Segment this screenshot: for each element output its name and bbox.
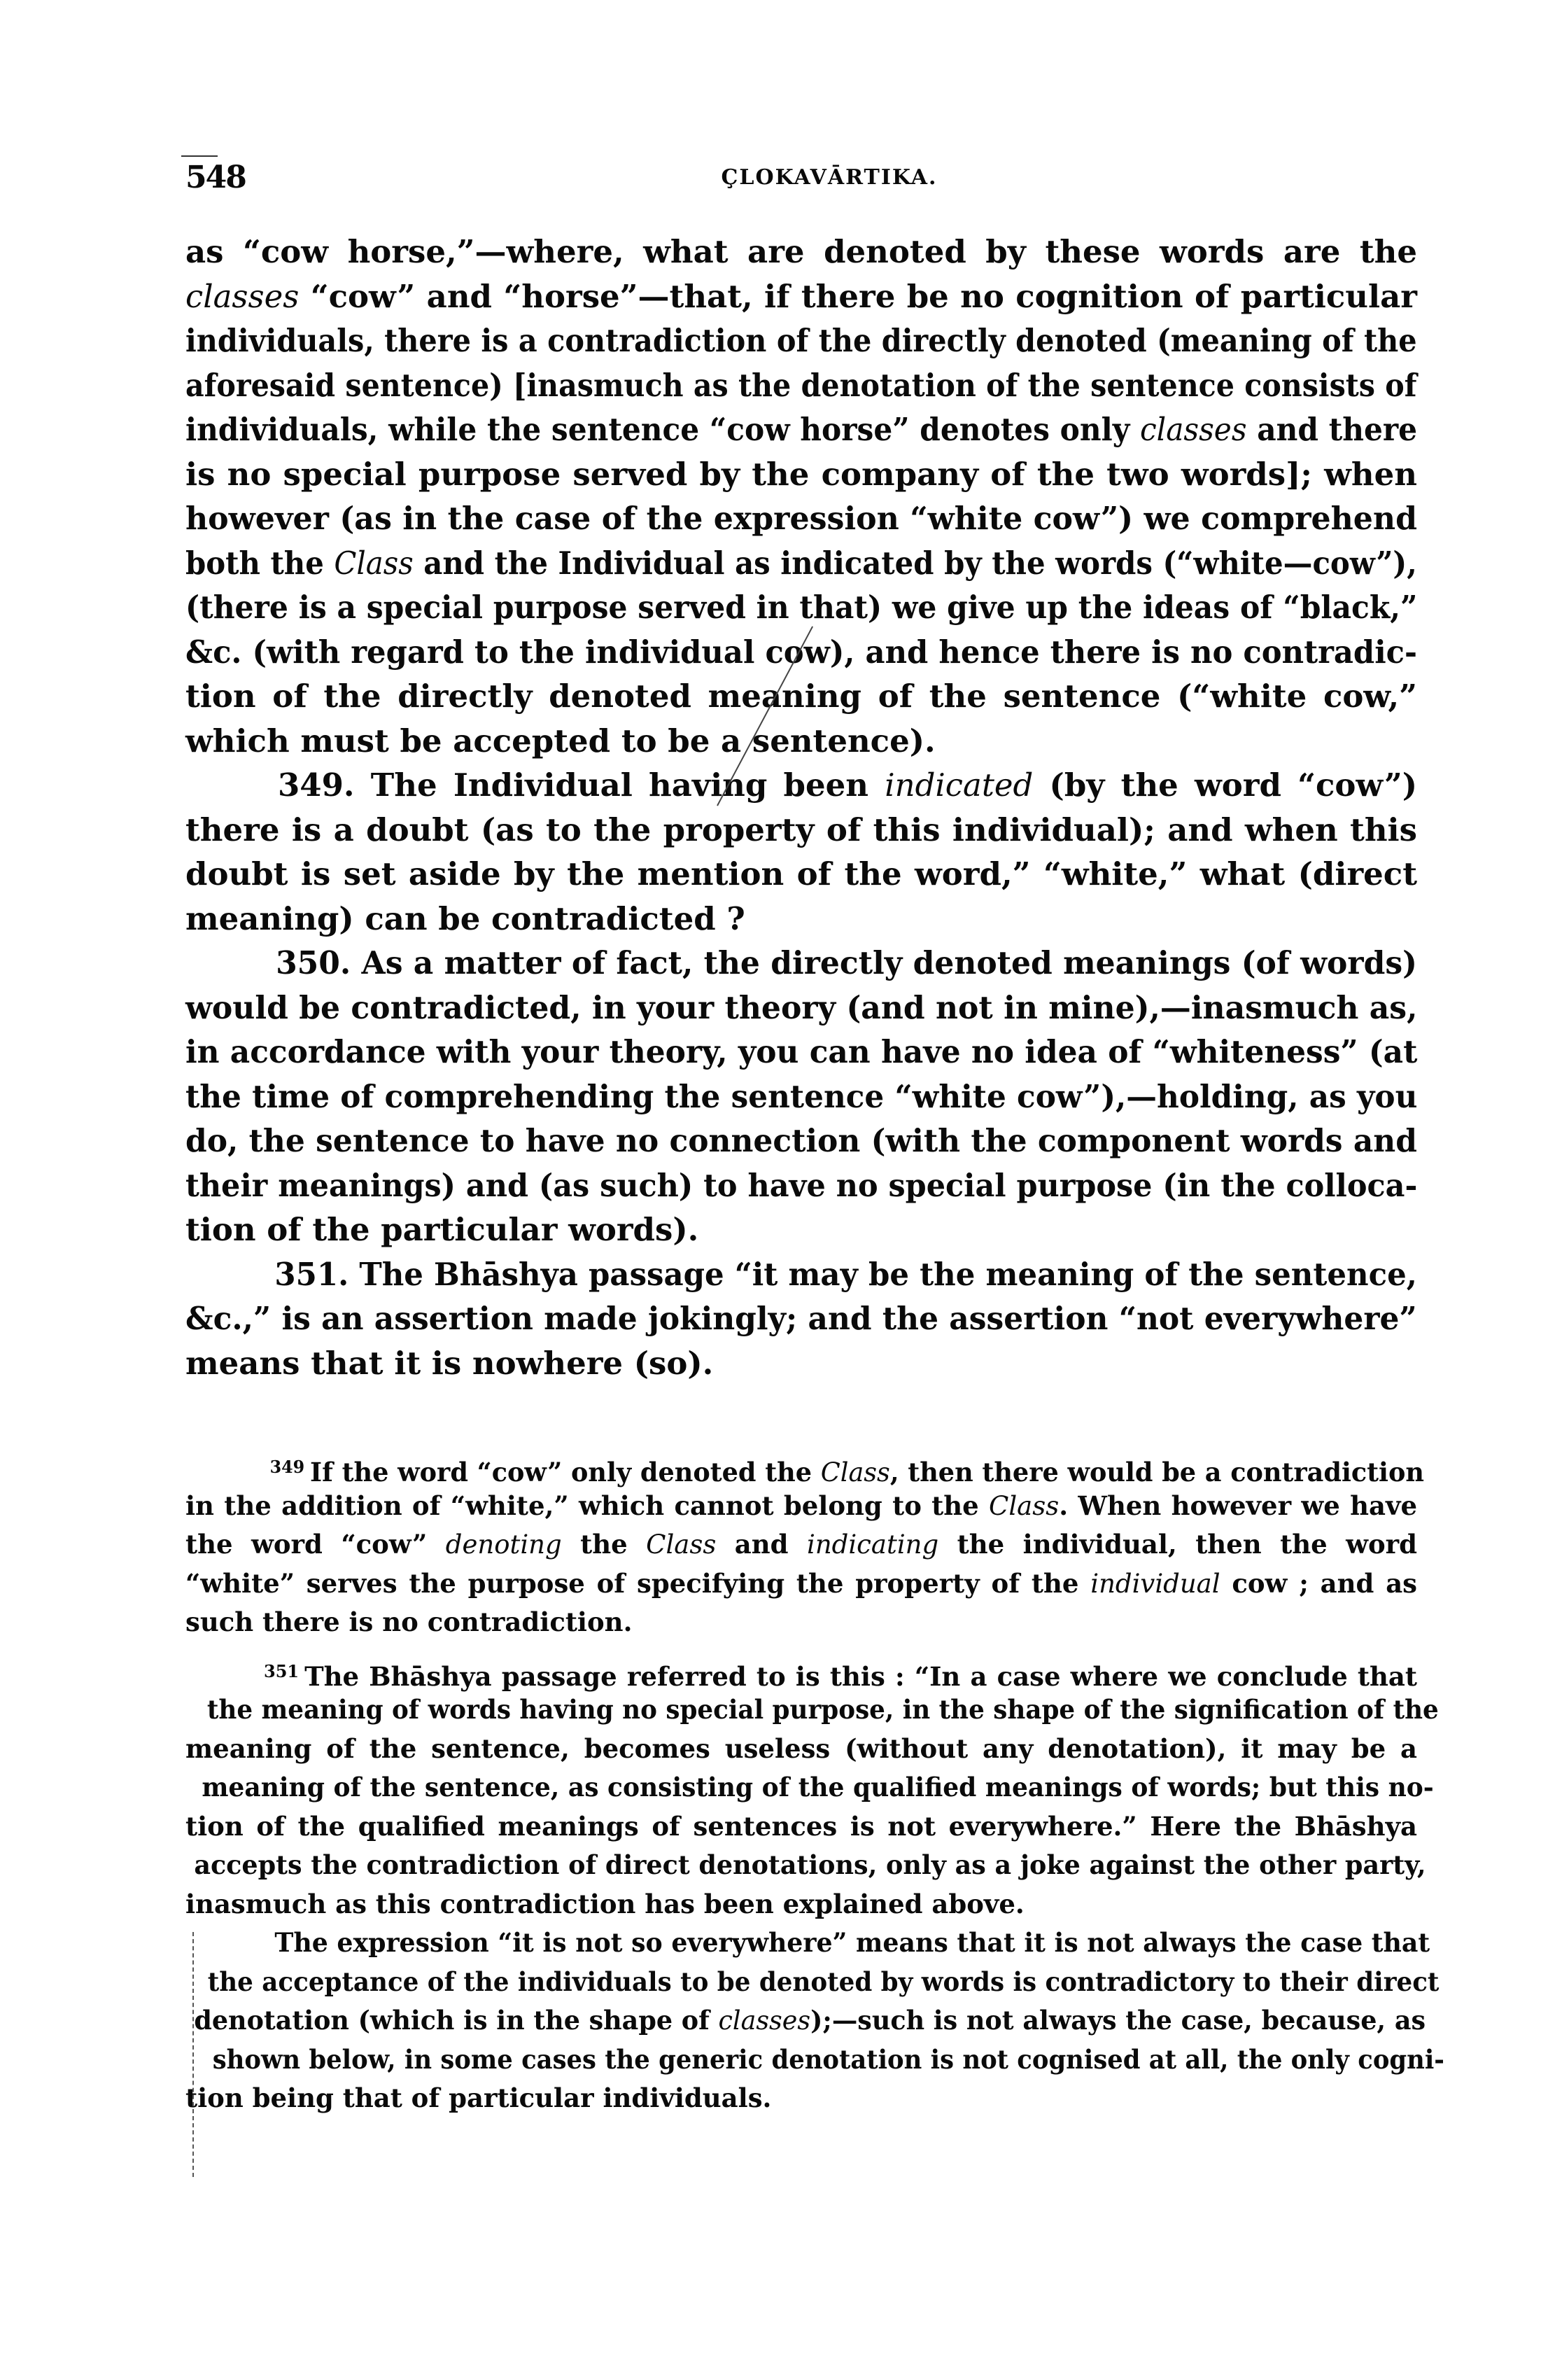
- text-line: as “cow horse,”—where, what are denoted by these words are the: [185, 233, 1417, 270]
- footnote-line: accepts the contradiction of direct denotations, only as a joke against the other party,: [194, 1849, 1426, 1880]
- footnote-mark: 351: [264, 1660, 300, 1681]
- text-line: in accordance with your theory, you can have no idea of “whiteness” (at: [185, 1033, 1418, 1070]
- running-head: [185, 160, 1417, 202]
- text-fragment: the word “cow”: [185, 1529, 446, 1560]
- page-number: 548: [185, 160, 246, 195]
- verse-351-start: 351. The Bhāshya passage “it may be the meaning of the sentence,: [274, 1255, 1417, 1293]
- footnote-line: the meaning of words having no special purpose, in the shape of the signification of the: [206, 1694, 1439, 1725]
- footnote-line: [194, 2001, 1426, 2040]
- text-fragment: and the Individual as indicated by the words (“white—cow”),: [413, 544, 1417, 582]
- italic-term: classes: [1139, 411, 1247, 448]
- text-line: aforesaid sentence) [inasmuch as the denotation of the sentence consists of: [185, 366, 1417, 404]
- footnote-line: [192, 1448, 1424, 1488]
- verse-350-start: 350. As a matter of fact, the directly denoted meanings (of words): [276, 944, 1417, 981]
- text-fragment: both the: [185, 544, 335, 582]
- footnote-line: meaning of the sentence, becomes useless (without any denotation), it may be a: [185, 1732, 1417, 1764]
- footnote-line: tion of the qualified meanings of sentences is not everywhere.” Here the Bhāshya: [185, 1810, 1417, 1842]
- text-fragment: individuals, while the sentence “cow horse” denotes only: [185, 411, 1140, 448]
- text-fragment: the individual, then the word: [938, 1529, 1417, 1560]
- text-line: which must be accepted to be a sentence).: [185, 722, 936, 760]
- verse-349-start: [185, 763, 1417, 808]
- text-fragment: “cow” and “horse”—that, if there be no cognition of particular: [299, 277, 1417, 315]
- text-line: there is a doubt (as to the property of this individual); and when this: [185, 811, 1417, 848]
- footnotes: [185, 1448, 1444, 2118]
- footnote-line: The expression “it is not so everywhere” means that it is not always the case that: [274, 1927, 1430, 1958]
- italic-term: classes: [718, 2005, 811, 2036]
- scan-artifact-line: [192, 1932, 194, 2177]
- footnote-line: such there is no contradiction.: [185, 1606, 633, 1637]
- text-line: [185, 274, 1417, 319]
- footnote-line: [185, 1564, 1417, 1604]
- footnote-line: [185, 1652, 1417, 1691]
- text-fragment: “white” serves the purpose of specifying the property of the: [185, 1567, 1091, 1599]
- text-fragment: . When however we have: [1059, 1490, 1417, 1521]
- text-fragment: , then there would be a contradiction: [889, 1457, 1424, 1488]
- text-fragment: (by the word “cow”): [1033, 766, 1417, 804]
- italic-term: Class: [820, 1457, 890, 1488]
- footnote-line: [185, 1487, 1417, 1526]
- text-line: do, the sentence to have no connection (with the component words and: [185, 1122, 1417, 1159]
- text-fragment: and: [716, 1529, 807, 1560]
- text-fragment: in the addition of “white,” which cannot belong to the: [185, 1490, 990, 1521]
- text-fragment: If the word “cow” only denoted the: [310, 1457, 821, 1488]
- text-fragment: );—such is not always the case, because, as: [810, 2005, 1426, 2036]
- page-number-rule: [181, 155, 218, 157]
- italic-term: classes: [185, 277, 300, 315]
- text-line: tion of the directly denoted meaning of the sentence (“white cow,”: [185, 678, 1417, 715]
- text-fragment: the: [561, 1529, 647, 1560]
- italic-term: Class: [989, 1490, 1060, 1521]
- main-text: [185, 230, 1417, 1385]
- text-fragment: cow ; and as: [1220, 1567, 1417, 1599]
- text-fragment: denotation (which is in the shape of: [194, 2005, 719, 2036]
- footnote-349: [185, 1448, 1424, 1642]
- footnote-line: inasmuch as this contradiction has been explained above.: [185, 1888, 1025, 1919]
- text-line: is no special purpose served by the company of the two words]; when: [185, 455, 1417, 493]
- text-line: tion of the particular words).: [185, 1211, 699, 1248]
- text-line: the time of comprehending the sentence “white cow”),—holding, as you: [185, 1077, 1418, 1115]
- italic-term: denoting: [445, 1530, 562, 1560]
- italic-term: indicating: [807, 1530, 939, 1560]
- text-line: would be contradicted, in your theory (and not in mine),—inasmuch as,: [185, 988, 1418, 1026]
- running-title: ÇLOKAVĀRTIKA.: [721, 165, 938, 190]
- text-line: means that it is nowhere (so).: [185, 1344, 714, 1382]
- footnote-mark: 349: [269, 1457, 305, 1477]
- text-line: meaning) can be contradicted ?: [185, 899, 745, 937]
- italic-term: Class: [334, 544, 414, 582]
- text-line: doubt is set aside by the mention of the word,” “white,” what (direct: [185, 855, 1417, 892]
- spacer: [185, 1642, 1417, 1652]
- text-line: [185, 541, 1417, 586]
- text-line: however (as in the case of the expression “white cow”) we comprehend: [185, 500, 1418, 537]
- text-fragment: and there: [1246, 411, 1418, 448]
- footnote-line: meaning of the sentence, as consisting of the qualified meanings of words; but this no-: [202, 1772, 1434, 1802]
- footnote-line: shown below, in some cases the generic denotation is not cognised at all, the only cogni-: [212, 2043, 1444, 2075]
- footnote-line: [185, 1525, 1417, 1564]
- text-line: their meanings) and (as such) to have no special purpose (in the colloca-: [185, 1166, 1418, 1204]
- text-line: &c.,” is an assertion made jokingly; and the assertion “not everywhere”: [185, 1300, 1417, 1337]
- text-line: &c. (with regard to the individual cow), and hence there is no contradic-: [185, 633, 1417, 671]
- footnote-351: [185, 1652, 1444, 2118]
- text-fragment: The Bhāshya passage referred to is this : “In a case where we conclude that: [304, 1660, 1417, 1692]
- text-line: [185, 407, 1418, 452]
- footnote-line: the acceptance of the individuals to be denoted by words is contradictory to their direct: [207, 1966, 1440, 1997]
- text-fragment: 349. The Individual having been: [278, 766, 885, 804]
- footnote-line: tion being that of particular individuals.: [185, 2082, 772, 2113]
- italic-term: indicated: [885, 766, 1034, 804]
- italic-term: Class: [646, 1530, 717, 1560]
- text-line: (there is a special purpose served in that) we give up the ideas of “black,”: [185, 589, 1418, 626]
- text-line: individuals, there is a contradiction of the directly denoted (meaning of the: [185, 322, 1417, 359]
- italic-term: individual: [1090, 1568, 1220, 1599]
